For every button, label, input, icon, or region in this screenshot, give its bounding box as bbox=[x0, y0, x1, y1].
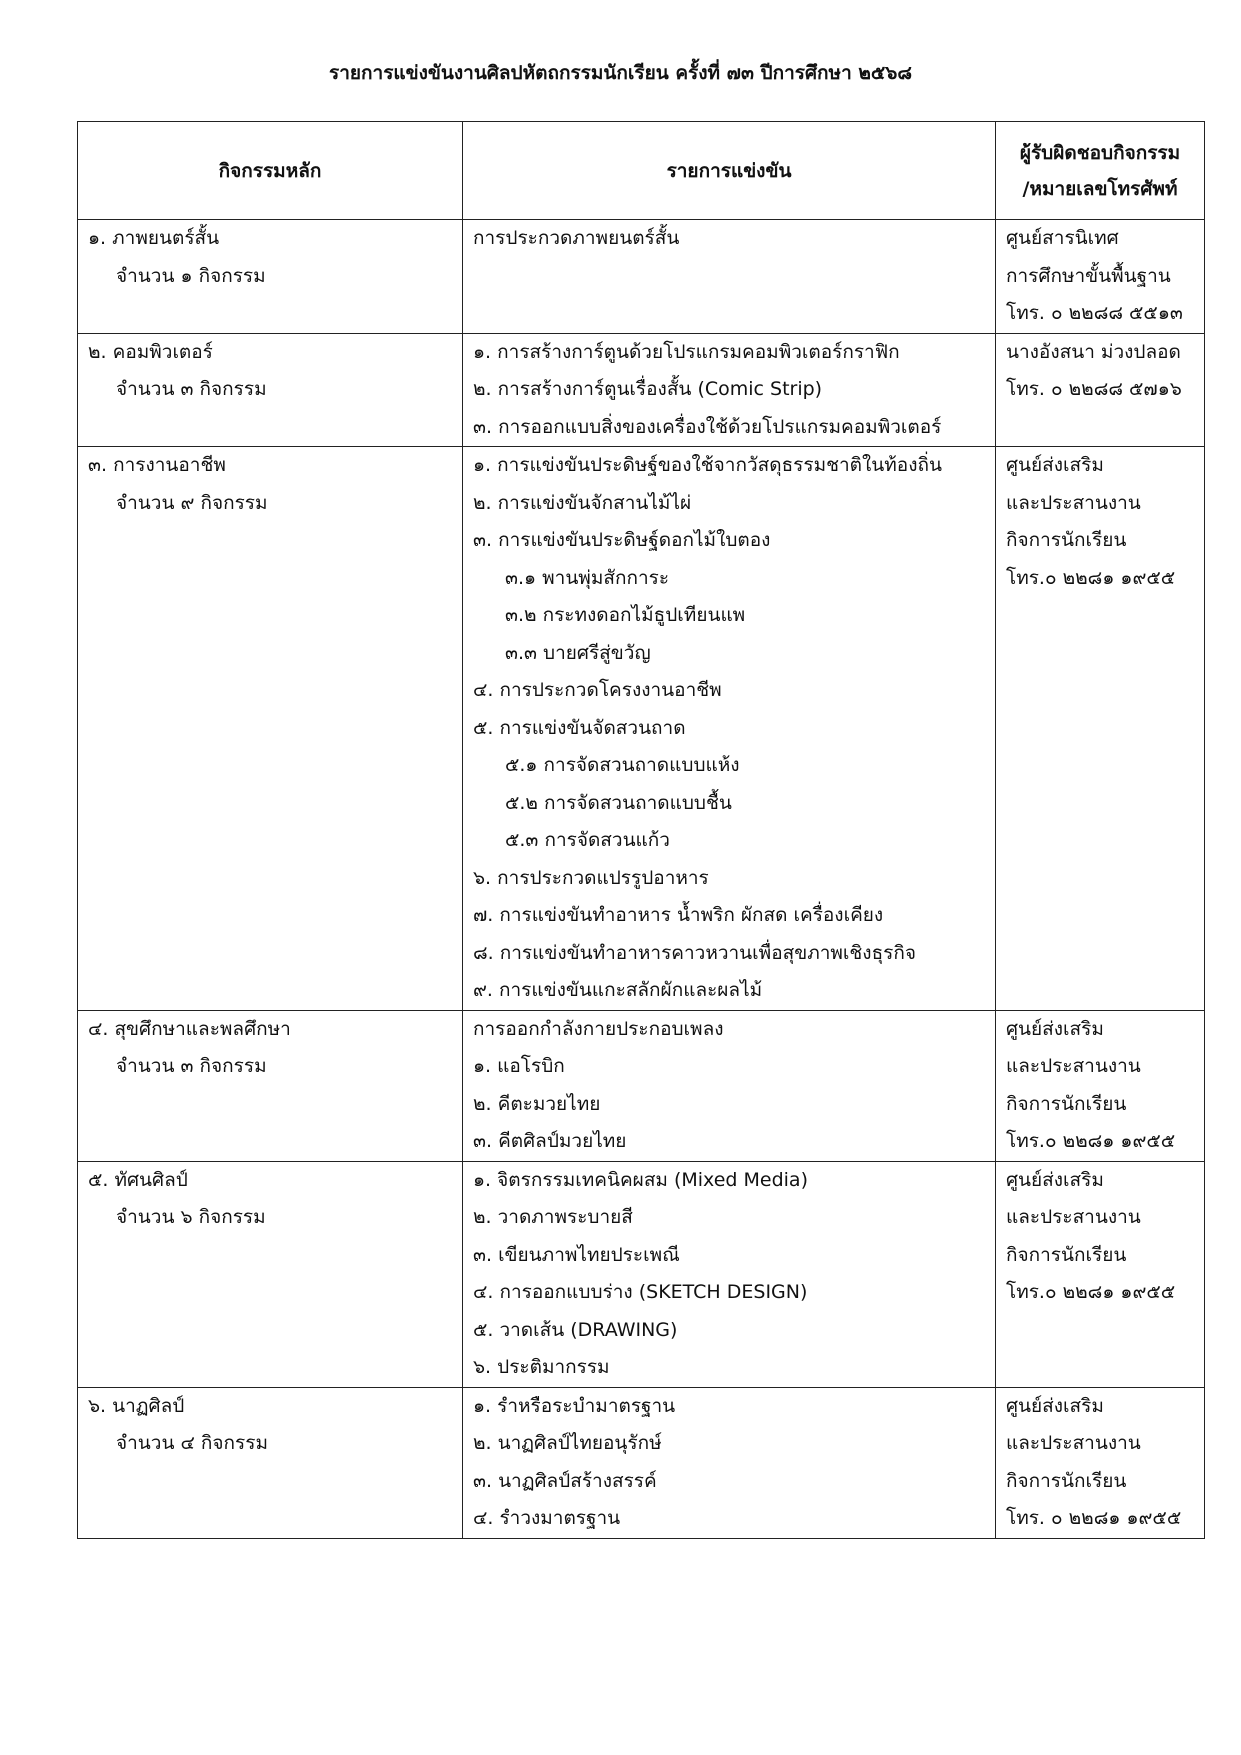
event-item: ๕. วาดเส้น (DRAWING) bbox=[473, 1318, 678, 1341]
main-activity-cell bbox=[78, 220, 463, 334]
contact-line: ศูนย์ส่งเสริม bbox=[1006, 1168, 1104, 1191]
contact-line: กิจการนักเรียน bbox=[1006, 1092, 1127, 1115]
header-events: รายการแข่งขัน bbox=[463, 122, 996, 220]
event-item: ๒. คีตะมวยไทย bbox=[473, 1092, 601, 1115]
main-activity-name: ๔. สุขศึกษาและพลศึกษา bbox=[88, 1017, 291, 1040]
header-main-activity: กิจกรรมหลัก bbox=[78, 122, 463, 220]
header-contact bbox=[996, 122, 1205, 220]
main-activity-cell bbox=[78, 1010, 463, 1161]
event-item: ๖. ประติมากรรม bbox=[473, 1356, 610, 1378]
main-activity-name: ๒. คอมพิวเตอร์ bbox=[88, 340, 213, 363]
contact-line: กิจการนักเรียน bbox=[1006, 1243, 1127, 1266]
contact-line: การศึกษาขั้นพื้นฐาน bbox=[1006, 264, 1171, 287]
event-item: ๑. จิตรกรรมเทคนิคผสม (Mixed Media) bbox=[473, 1168, 808, 1191]
event-item: ๓. การออกแบบสิ่งของเครื่องใช้ด้วยโปรแกรมคอมพิวเตอร์ bbox=[473, 415, 942, 438]
table-row bbox=[78, 1387, 1205, 1538]
document-title: รายการแข่งขันงานศิลปหัตถกรรมนักเรียน ครั้งที่ ๗๓ ปีการศึกษา ๒๕๖๘ bbox=[329, 62, 912, 84]
contact-line: โทร. ๐ ๒๒๘๑ ๑๙๕๕ bbox=[1006, 1507, 1182, 1529]
activity-count: จำนวน ๓ กิจกรรม bbox=[116, 1055, 267, 1077]
events-cell bbox=[463, 333, 996, 447]
table-body bbox=[78, 220, 1205, 1539]
event-item: ๑. การสร้างการ์ตูนด้วยโปรแกรมคอมพิวเตอร์กราฟิก bbox=[473, 340, 900, 363]
event-item: ๙. การแข่งขันแกะสลักผักและผลไม้ bbox=[473, 979, 763, 1001]
contact-line: ศูนย์ส่งเสริม bbox=[1006, 454, 1104, 476]
event-item: การประกวดภาพยนตร์สั้น bbox=[473, 227, 680, 249]
main-activity-cell bbox=[78, 447, 463, 1011]
events-cell bbox=[463, 220, 996, 334]
contact-line: โทร.๐ ๒๒๘๑ ๑๙๕๕ bbox=[1006, 1281, 1176, 1303]
event-item: ๒. วาดภาพระบายสี bbox=[473, 1206, 633, 1228]
event-item: ๗. การแข่งขันทำอาหาร น้ำพริก ผักสด เครื่องเคียง bbox=[473, 904, 884, 926]
event-item: ๔. รำวงมาตรฐาน bbox=[473, 1507, 621, 1529]
event-item: ๓. การแข่งขันประดิษฐ์ดอกไม้ใบตอง bbox=[473, 529, 771, 551]
sub-event-item: ๕.๒ การจัดสวนถาดแบบชื้น bbox=[505, 791, 732, 814]
contact-line: ศูนย์ส่งเสริม bbox=[1006, 1394, 1104, 1417]
event-item: ๓. นาฏศิลป์สร้างสรรค์ bbox=[473, 1469, 657, 1492]
header-row bbox=[78, 122, 1205, 220]
contact-line: และประสานงาน bbox=[1006, 1432, 1141, 1454]
activity-count: จำนวน ๔ กิจกรรม bbox=[116, 1432, 268, 1454]
activity-count: จำนวน ๖ กิจกรรม bbox=[116, 1206, 266, 1228]
event-item: ๘. การแข่งขันทำอาหารคาวหวานเพื่อสุขภาพเชิงธุรกิจ bbox=[473, 941, 917, 964]
table-row bbox=[78, 447, 1205, 1011]
sub-event-item: ๕.๑ การจัดสวนถาดแบบแห้ง bbox=[505, 754, 740, 776]
contact-cell bbox=[996, 1010, 1205, 1161]
contact-line: นางอังสนา ม่วงปลอด bbox=[1006, 340, 1181, 363]
events-cell bbox=[463, 1387, 996, 1538]
table-row bbox=[78, 220, 1205, 334]
sub-event-item: ๓.๒ กระทงดอกไม้ธูปเทียนแพ bbox=[505, 604, 746, 626]
main-activity-name: ๖. นาฏศิลป์ bbox=[88, 1394, 185, 1417]
activity-count: จำนวน ๑ กิจกรรม bbox=[116, 264, 266, 287]
contact-cell bbox=[996, 1161, 1205, 1387]
contact-line: และประสานงาน bbox=[1006, 1055, 1141, 1077]
table-row bbox=[78, 1161, 1205, 1387]
event-item: ๓. คีตศิลป์มวยไทย bbox=[473, 1130, 627, 1152]
activity-count: จำนวน ๓ กิจกรรม bbox=[116, 378, 267, 400]
contact-line: โทร. ๐ ๒๒๘๘ ๕๗๑๖ bbox=[1006, 378, 1182, 400]
sub-event-item: ๓.๓ บายศรีสู่ขวัญ bbox=[505, 641, 651, 664]
main-activity-cell bbox=[78, 1161, 463, 1387]
events-cell bbox=[463, 447, 996, 1011]
main-activity-name: ๑. ภาพยนตร์สั้น bbox=[88, 227, 220, 249]
header-contact-line1: ผู้รับผิดชอบกิจกรรม bbox=[1019, 141, 1181, 164]
main-activity-cell bbox=[78, 333, 463, 447]
contact-cell bbox=[996, 220, 1205, 334]
event-item: ๑. รำหรือระบำมาตรฐาน bbox=[473, 1394, 676, 1417]
contact-line: กิจการนักเรียน bbox=[1006, 1469, 1127, 1492]
event-item: ๓. เขียนภาพไทยประเพณี bbox=[473, 1243, 680, 1266]
event-item: ๑. การแข่งขันประดิษฐ์ของใช้จากวัสดุธรรมชาติในท้องถิ่น bbox=[473, 454, 942, 476]
main-activity-cell bbox=[78, 1387, 463, 1538]
event-item: ๖. การประกวดแปรรูปอาหาร bbox=[473, 866, 709, 889]
event-item: ๒. การสร้างการ์ตูนเรื่องสั้น (Comic Strip) bbox=[473, 378, 823, 400]
event-item: ๔. การประกวดโครงงานอาชีพ bbox=[473, 679, 722, 701]
activity-count: จำนวน ๙ กิจกรรม bbox=[116, 491, 268, 514]
contact-line: และประสานงาน bbox=[1006, 1206, 1141, 1228]
contact-line: และประสานงาน bbox=[1006, 491, 1141, 514]
contact-line: โทร.๐ ๒๒๘๑ ๑๙๕๕ bbox=[1006, 1130, 1176, 1152]
competition-table bbox=[77, 121, 1205, 1539]
contact-line: กิจการนักเรียน bbox=[1006, 529, 1127, 551]
main-activity-name: ๓. การงานอาชีพ bbox=[88, 454, 226, 476]
contact-cell bbox=[996, 447, 1205, 1011]
event-item: ๒. นาฏศิลป์ไทยอนุรักษ์ bbox=[473, 1432, 662, 1454]
table-row bbox=[78, 333, 1205, 447]
contact-line: โทร.๐ ๒๒๘๑ ๑๙๕๕ bbox=[1006, 566, 1176, 589]
contact-cell bbox=[996, 1387, 1205, 1538]
contact-line: โทร. ๐ ๒๒๘๘ ๕๕๑๓ bbox=[1006, 302, 1183, 324]
sub-event-item: ๓.๑ พานพุ่มสักการะ bbox=[505, 566, 670, 589]
sub-event-item: ๕.๓ การจัดสวนแก้ว bbox=[505, 829, 670, 851]
events-cell bbox=[463, 1161, 996, 1387]
header-contact-line2: /หมายเลขโทรศัพท์ bbox=[1022, 177, 1178, 200]
event-item: ๕. การแข่งขันจัดสวนถาด bbox=[473, 716, 686, 739]
event-item: ๒. การแข่งขันจักสานไม้ไผ่ bbox=[473, 491, 692, 514]
main-activity-name: ๕. ทัศนศิลป์ bbox=[88, 1168, 188, 1191]
table-row bbox=[78, 1010, 1205, 1161]
contact-line: ศูนย์สารนิเทศ bbox=[1006, 227, 1119, 249]
event-item: ๑. แอโรบิก bbox=[473, 1055, 565, 1077]
events-cell bbox=[463, 1010, 996, 1161]
event-item: การออกกำลังกายประกอบเพลง bbox=[473, 1017, 724, 1040]
contact-line: ศูนย์ส่งเสริม bbox=[1006, 1017, 1104, 1040]
event-item: ๔. การออกแบบร่าง (SKETCH DESIGN) bbox=[473, 1281, 808, 1303]
contact-cell bbox=[996, 333, 1205, 447]
